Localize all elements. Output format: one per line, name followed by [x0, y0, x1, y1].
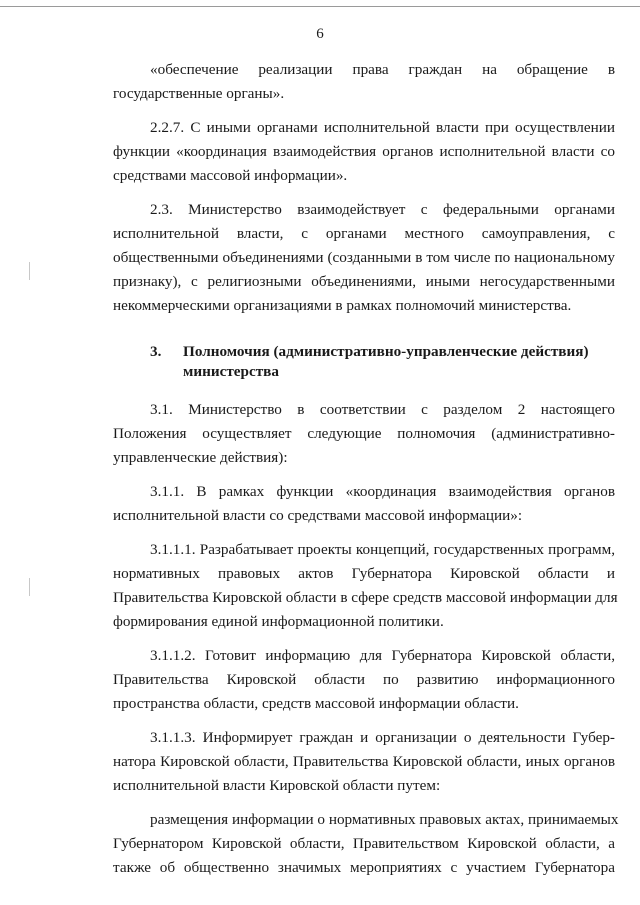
document-body: [113, 58, 619, 890]
paragraph-line: исполнительной власти, с органами местного самоуправления, с: [113, 225, 615, 242]
page-number: 6: [316, 26, 324, 42]
paragraph-line: Правительства Кировской области по развитию информационного: [113, 671, 615, 688]
paragraph-line: функции «координация взаимодействия органов исполнительной власти со: [113, 143, 615, 160]
paragraph-line: размещения информации о нормативных правовых актах, принимаемых: [150, 811, 619, 828]
paragraph: [113, 116, 615, 188]
section-title-line-2: министерства: [183, 363, 279, 380]
paragraph-line: «обеспечение реализации права граждан на обращение в: [150, 61, 615, 78]
paragraph-line: 3.1.1. В рамках функции «координация взаимодействия органов: [150, 483, 615, 500]
paragraph-line: также об общественно значимых мероприятиях с участием Губернатора: [113, 859, 615, 876]
paragraph: [113, 58, 615, 106]
paragraph: [113, 726, 615, 798]
scan-top-edge-line: [0, 6, 640, 7]
scan-margin-mark: [29, 262, 30, 280]
paragraphs-after-section: [113, 398, 619, 880]
paragraph-line: натора Кировской области, Правительства Кировской области, иных органов: [113, 753, 615, 770]
paragraph: [113, 538, 618, 634]
paragraph-line: исполнительной власти Кировской области путем:: [113, 777, 441, 794]
scan-margin-mark: [29, 578, 30, 596]
paragraph-line: исполнительной власти со средствами массовой информации»:: [113, 507, 523, 524]
paragraph-line: Правительства Кировской области в сфере средств массовой информации для: [113, 589, 618, 606]
paragraph-line: нормативных правовых актов Губернатора Кировской области и: [113, 565, 615, 582]
paragraph-line: 2.2.7. С иными органами исполнительной власти при осуществлении: [150, 119, 615, 136]
paragraph-line: управленческие действия):: [113, 449, 288, 466]
section-heading: [113, 342, 615, 382]
paragraph-line: признаку), с религиозными объединениями, иными негосударственными: [113, 273, 615, 290]
paragraph: [113, 644, 615, 716]
paragraph-line: Губернатором Кировской области, Правительством Кировской области, а: [113, 835, 615, 852]
paragraphs-before-section: [113, 58, 615, 318]
paragraph-line: формирования единой информационной политики.: [113, 613, 444, 630]
section-number: 3.: [150, 343, 162, 360]
paragraph: [113, 398, 615, 470]
paragraph: [113, 808, 619, 880]
paragraph-line: Положения осуществляет следующие полномочия (административно-: [113, 425, 615, 442]
paragraph-line: 3.1.1.3. Информирует граждан и организации о деятельности Губер-: [150, 729, 615, 746]
paragraph-line: 3.1.1.1. Разрабатывает проекты концепций, государственных программ,: [150, 541, 615, 558]
section-title-line-1: Полномочия (административно-управленческие действия): [183, 343, 589, 360]
paragraph-line: государственные органы».: [113, 85, 285, 102]
paragraph-line: некоммерческими организациями в рамках полномочий министерства.: [113, 297, 572, 314]
paragraph-line: пространства области, средств массовой информации области.: [113, 695, 519, 712]
paragraph-line: 3.1.1.2. Готовит информацию для Губернатора Кировской области,: [150, 647, 615, 664]
paragraph: [113, 198, 615, 318]
paragraph-line: средствами массовой информации».: [113, 167, 348, 184]
paragraph-line: 3.1. Министерство в соответствии с разделом 2 настоящего: [150, 401, 615, 418]
paragraph-line: общественными объединениями (созданными в том числе по национальному: [113, 249, 615, 266]
paragraph-line: 2.3. Министерство взаимодействует с федеральными органами: [150, 201, 615, 218]
paragraph: [113, 480, 615, 528]
